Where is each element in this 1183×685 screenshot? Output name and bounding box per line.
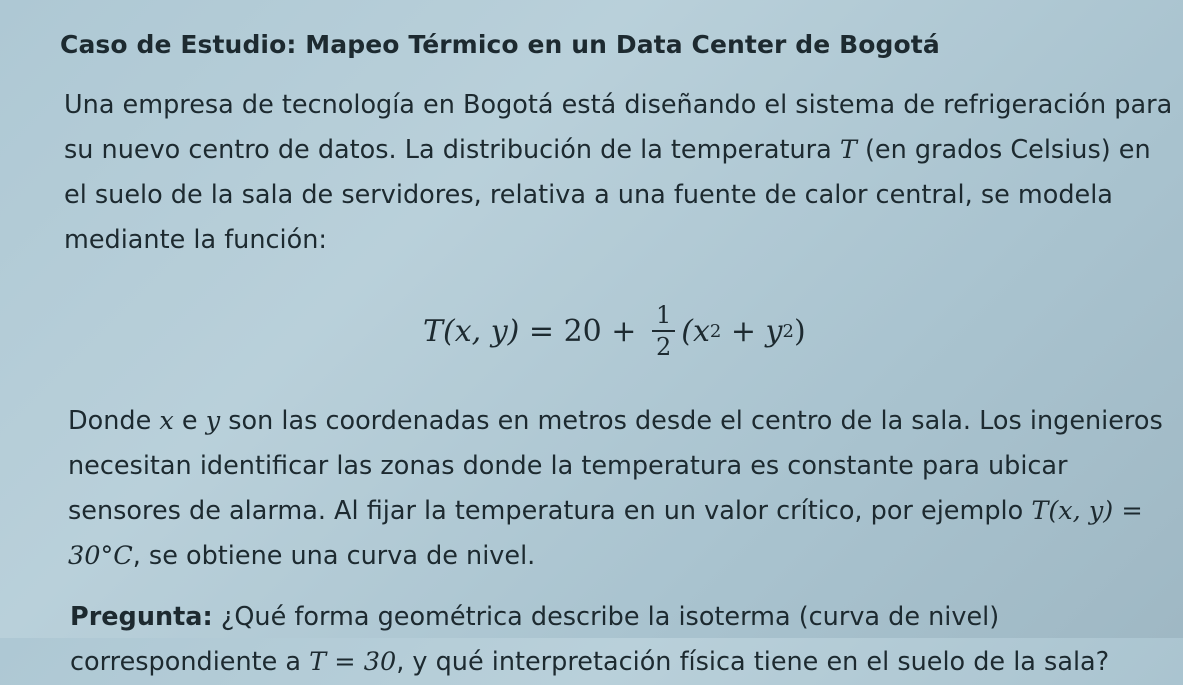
document-page: [58, 22, 1178, 685]
formula-x-term: (x: [681, 313, 710, 349]
critical-temperature-expr: T(x, y) = 30°C: [68, 496, 1143, 571]
question-label: Pregunta:: [70, 602, 213, 632]
x-symbol: x: [159, 406, 174, 436]
explanation-paragraph: [68, 399, 1178, 579]
y-symbol: y: [205, 406, 221, 436]
case-study-title: Caso de Estudio: Mapeo Térmico en un Data Center de Bogotá: [60, 30, 940, 59]
formula-fraction: [652, 300, 675, 362]
formula-equals-twenty: = 20 +: [519, 313, 646, 349]
fraction-denominator: 2: [655, 333, 672, 361]
formula-y-exponent: 2: [782, 320, 794, 342]
formula-y-term: + y: [721, 313, 783, 349]
question-text-1: ¿Qué forma geométrica describe la isoterma (curva de nivel) correspondiente a: [70, 602, 1000, 677]
fraction-numerator: 1: [652, 300, 675, 332]
intro-paragraph: [64, 83, 1179, 263]
question-paragraph: [70, 595, 1175, 685]
intro-text-end: (en grados Celsius) en el suelo de la sala de servidores, relativa a una fuente de calor central, se modela mediante la función:: [64, 135, 1151, 255]
formula-x-exponent: 2: [709, 320, 722, 342]
explanation-text-4: , se obtiene una curva de nivel.: [132, 541, 536, 571]
formula-close-paren: ): [793, 313, 806, 349]
explanation-text-3: son las coordenadas en metros desde el centro de la sala. Los ingenieros necesitan identificar las zonas donde la temperatura es constante para ubicar sensores de alarma. Al fijar la temperatura en un valor crítico, por ejemplo: [68, 406, 1163, 526]
explanation-text-2: e: [173, 406, 206, 436]
question-text-2: , y qué interpretación física tiene en el suelo de la sala?: [396, 647, 1110, 677]
intro-text-start: Una empresa de tecnología en Bogotá está diseñando el sistema de refrigeración para su nuevo centro de datos. La distribución de la temperatura: [64, 90, 1173, 165]
explanation-text-1: Donde: [68, 406, 160, 436]
question-T-expr: T = 30: [309, 647, 397, 677]
temperature-symbol: T: [839, 135, 857, 165]
formula-lhs: T(x, y): [423, 313, 520, 349]
temperature-formula: [423, 299, 1178, 363]
